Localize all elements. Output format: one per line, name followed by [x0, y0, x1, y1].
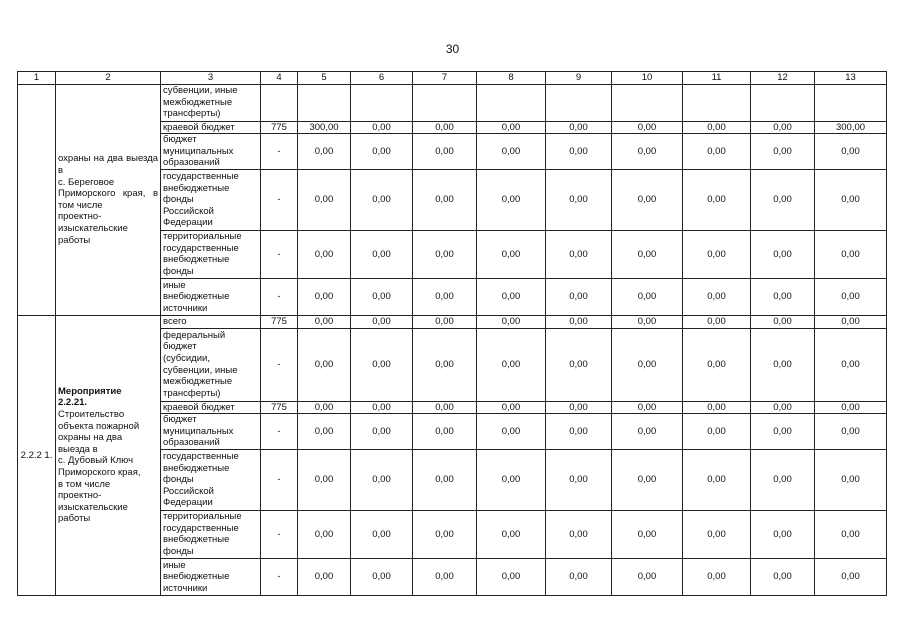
value-cell: 0,00	[413, 278, 477, 315]
text-line: Российской	[163, 485, 214, 497]
value-cell: 0,00	[477, 510, 546, 558]
measure-description-cell	[56, 84, 161, 315]
value-cell: 0,00	[351, 449, 413, 510]
text-line: иные	[163, 559, 186, 571]
value-cell	[751, 84, 815, 121]
value-cell: 0,00	[477, 169, 546, 230]
column-header-10: 10	[612, 72, 683, 85]
text-line: изыскательские	[58, 501, 128, 513]
text-line: источники	[163, 302, 208, 314]
text-line: бюджет	[163, 414, 197, 426]
funding-source-cell	[161, 134, 261, 170]
value-cell	[612, 84, 683, 121]
text-line: охраны на два выезда в	[58, 153, 158, 176]
text-line: государственные	[163, 170, 239, 182]
value-cell: 0,00	[612, 449, 683, 510]
column-header-1: 1	[18, 72, 56, 85]
column-header-7: 7	[413, 72, 477, 85]
value-cell: 0,00	[683, 230, 751, 278]
value-cell: 0,00	[298, 134, 351, 170]
value-cell: 0,00	[612, 328, 683, 401]
value-cell: 0,00	[477, 230, 546, 278]
value-cell: 0,00	[477, 328, 546, 401]
funding-source-cell	[161, 278, 261, 315]
value-cell: 0,00	[351, 401, 413, 414]
value-cell: 0,00	[298, 449, 351, 510]
funding-source-cell	[161, 558, 261, 595]
value-cell: 0,00	[612, 169, 683, 230]
value-cell: 0,00	[751, 278, 815, 315]
text-line: работы	[58, 513, 91, 525]
value-cell: 0,00	[477, 134, 546, 170]
text-line: государственные	[163, 242, 239, 254]
value-cell: 0,00	[546, 558, 612, 595]
value-cell: 0,00	[298, 278, 351, 315]
value-cell: 0,00	[683, 449, 751, 510]
value-cell: 0,00	[751, 328, 815, 401]
funding-source-cell	[161, 510, 261, 558]
value-cell: 0,00	[413, 328, 477, 401]
value-cell: 0,00	[612, 134, 683, 170]
text-line: с. Береговое	[58, 176, 115, 188]
budget-code-cell	[261, 84, 298, 121]
text-line: фонды	[163, 266, 194, 278]
budget-code-cell: -	[261, 414, 298, 450]
value-cell: 0,00	[683, 121, 751, 134]
value-cell: 0,00	[413, 449, 477, 510]
value-cell: 0,00	[683, 414, 751, 450]
value-cell: 0,00	[298, 315, 351, 328]
budget-code-cell: -	[261, 449, 298, 510]
budget-code-cell: -	[261, 510, 298, 558]
value-cell: 0,00	[546, 414, 612, 450]
value-cell: 0,00	[612, 414, 683, 450]
funding-source-cell	[161, 84, 261, 121]
value-cell	[413, 84, 477, 121]
text-line: субвенции, иные	[163, 364, 238, 376]
text-line: бюджет	[163, 134, 197, 146]
text-line: иные	[163, 279, 186, 291]
column-header-9: 9	[546, 72, 612, 85]
value-cell: 0,00	[751, 134, 815, 170]
value-cell: 0,00	[683, 169, 751, 230]
text-line: Строительство	[58, 409, 125, 421]
text-line: фонды	[163, 474, 194, 486]
text-line: краевой бюджет	[163, 121, 235, 133]
column-header-4: 4	[261, 72, 298, 85]
value-cell: 0,00	[413, 121, 477, 134]
value-cell: 0,00	[815, 510, 887, 558]
text-line: фонды	[163, 546, 194, 558]
value-cell: 0,00	[751, 558, 815, 595]
value-cell: 0,00	[815, 328, 887, 401]
value-cell: 0,00	[298, 328, 351, 401]
value-cell: 0,00	[815, 414, 887, 450]
value-cell: 0,00	[612, 278, 683, 315]
text-line: территориальные	[163, 231, 242, 243]
value-cell: 0,00	[298, 558, 351, 595]
value-cell: 0,00	[751, 414, 815, 450]
value-cell: 0,00	[815, 230, 887, 278]
text-line: Приморского края,	[58, 467, 141, 479]
value-cell: 0,00	[546, 401, 612, 414]
value-cell: 0,00	[477, 449, 546, 510]
value-cell: 0,00	[546, 230, 612, 278]
column-header-3: 3	[161, 72, 261, 85]
funding-source-cell	[161, 414, 261, 450]
text-line: внебюджетные	[163, 182, 230, 194]
text-line: внебюджетные	[163, 462, 230, 474]
text-line: внебюджетные	[163, 571, 230, 583]
budget-code-cell: -	[261, 169, 298, 230]
funding-source-cell	[161, 401, 261, 414]
text-line: Приморского края, в том числе	[58, 188, 158, 211]
value-cell	[815, 84, 887, 121]
value-cell: 0,00	[751, 449, 815, 510]
value-cell: 0,00	[751, 315, 815, 328]
value-cell: 0,00	[298, 230, 351, 278]
value-cell: 0,00	[815, 315, 887, 328]
value-cell: 0,00	[612, 121, 683, 134]
text-line: трансферты)	[163, 387, 221, 399]
text-line: работы	[58, 234, 91, 246]
text-line: государственные	[163, 450, 239, 462]
value-cell: 0,00	[413, 510, 477, 558]
value-cell	[546, 84, 612, 121]
value-cell: 0,00	[351, 230, 413, 278]
text-line: объекта пожарной	[58, 420, 140, 432]
value-cell	[351, 84, 413, 121]
page-number: 30	[445, 42, 460, 56]
value-cell: 0,00	[298, 510, 351, 558]
value-cell: 0,00	[751, 121, 815, 134]
value-cell: 0,00	[477, 414, 546, 450]
text-line: (субсидии,	[163, 352, 210, 364]
value-cell: 0,00	[546, 449, 612, 510]
funding-source-cell	[161, 230, 261, 278]
text-line: 2.2.21.	[58, 397, 88, 409]
value-cell: 0,00	[546, 278, 612, 315]
budget-code-cell: 775	[261, 401, 298, 414]
value-cell	[298, 84, 351, 121]
value-cell: 0,00	[351, 510, 413, 558]
text-line: Федерации	[163, 217, 213, 229]
value-cell: 0,00	[815, 558, 887, 595]
text-line: с. Дубовый Ключ	[58, 455, 134, 467]
text-line: трансферты)	[163, 108, 221, 120]
budget-code-cell: 775	[261, 121, 298, 134]
value-cell: 0,00	[612, 230, 683, 278]
column-header-11: 11	[683, 72, 751, 85]
value-cell: 0,00	[413, 169, 477, 230]
value-cell: 0,00	[351, 278, 413, 315]
value-cell: 0,00	[546, 315, 612, 328]
value-cell: 0,00	[477, 278, 546, 315]
value-cell: 0,00	[546, 328, 612, 401]
value-cell: 0,00	[413, 230, 477, 278]
text-line: всего	[163, 315, 187, 327]
value-cell: 0,00	[751, 230, 815, 278]
funding-source-cell	[161, 328, 261, 401]
column-header-6: 6	[351, 72, 413, 85]
value-cell: 0,00	[815, 169, 887, 230]
funding-source-cell	[161, 169, 261, 230]
budget-code-cell: -	[261, 558, 298, 595]
value-cell: 0,00	[351, 328, 413, 401]
value-cell: 0,00	[546, 169, 612, 230]
text-line: бюджет	[163, 341, 197, 353]
budget-code-cell: -	[261, 230, 298, 278]
value-cell: 0,00	[413, 558, 477, 595]
measure-description-cell	[56, 315, 161, 595]
budget-code-cell: -	[261, 278, 298, 315]
budget-code-cell: -	[261, 134, 298, 170]
text-line: федеральный	[163, 329, 226, 341]
text-line: охраны на два	[58, 432, 123, 444]
value-cell: 0,00	[612, 315, 683, 328]
text-line: краевой бюджет	[163, 401, 235, 413]
header-row	[18, 72, 887, 85]
value-cell: 0,00	[413, 315, 477, 328]
text-line: межбюджетные	[163, 96, 233, 108]
column-header-2: 2	[56, 72, 161, 85]
value-cell: 0,00	[751, 510, 815, 558]
value-cell: 0,00	[546, 134, 612, 170]
value-cell: 300,00	[298, 121, 351, 134]
value-cell: 0,00	[815, 278, 887, 315]
value-cell: 0,00	[477, 401, 546, 414]
value-cell: 0,00	[351, 134, 413, 170]
value-cell: 0,00	[612, 510, 683, 558]
value-cell: 0,00	[815, 134, 887, 170]
item-code-cell: 2.2.2 1.	[18, 315, 56, 595]
text-line: образований	[163, 437, 220, 449]
value-cell: 0,00	[546, 510, 612, 558]
value-cell: 0,00	[683, 510, 751, 558]
value-cell: 0,00	[298, 414, 351, 450]
column-header-8: 8	[477, 72, 546, 85]
text-line: в том числе	[58, 478, 111, 490]
value-cell: 0,00	[477, 121, 546, 134]
column-header-13: 13	[815, 72, 887, 85]
item-code-cell	[18, 84, 56, 315]
value-cell: 0,00	[683, 558, 751, 595]
value-cell: 0,00	[612, 401, 683, 414]
value-cell	[683, 84, 751, 121]
value-cell: 0,00	[413, 134, 477, 170]
text-line: государственные	[163, 522, 239, 534]
value-cell: 0,00	[351, 315, 413, 328]
text-line: проектно-	[58, 490, 102, 502]
value-cell: 0,00	[413, 414, 477, 450]
funding-source-cell	[161, 449, 261, 510]
budget-code-cell: -	[261, 328, 298, 401]
value-cell: 0,00	[612, 558, 683, 595]
table-row	[18, 84, 887, 121]
value-cell: 0,00	[351, 169, 413, 230]
funding-source-cell	[161, 315, 261, 328]
value-cell: 0,00	[683, 315, 751, 328]
value-cell: 0,00	[683, 134, 751, 170]
value-cell: 0,00	[683, 328, 751, 401]
text-line: Российской	[163, 205, 214, 217]
value-cell: 0,00	[815, 449, 887, 510]
text-line: проектно-	[58, 211, 102, 223]
value-cell: 0,00	[351, 121, 413, 134]
value-cell: 0,00	[815, 401, 887, 414]
text-line: Мероприятие	[58, 385, 122, 397]
text-line: внебюджетные	[163, 291, 230, 303]
table-row	[18, 315, 887, 328]
column-header-12: 12	[751, 72, 815, 85]
text-line: внебюджетные	[163, 534, 230, 546]
value-cell: 0,00	[546, 121, 612, 134]
text-line: межбюджетные	[163, 376, 233, 388]
text-line: изыскательские	[58, 222, 128, 234]
text-line: образований	[163, 157, 220, 169]
column-header-5: 5	[298, 72, 351, 85]
value-cell: 0,00	[477, 558, 546, 595]
value-cell: 0,00	[413, 401, 477, 414]
text-line: фонды	[163, 194, 194, 206]
value-cell: 0,00	[751, 169, 815, 230]
text-line: Федерации	[163, 497, 213, 509]
value-cell: 300,00	[815, 121, 887, 134]
value-cell: 0,00	[351, 414, 413, 450]
value-cell	[477, 84, 546, 121]
funding-source-cell	[161, 121, 261, 134]
value-cell: 0,00	[351, 558, 413, 595]
text-line: территориальные	[163, 511, 242, 523]
text-line: субвенции, иные	[163, 85, 238, 97]
value-cell: 0,00	[683, 401, 751, 414]
budget-code-cell: 775	[261, 315, 298, 328]
value-cell: 0,00	[751, 401, 815, 414]
value-cell: 0,00	[298, 401, 351, 414]
value-cell: 0,00	[298, 169, 351, 230]
text-line: внебюджетные	[163, 254, 230, 266]
value-cell: 0,00	[477, 315, 546, 328]
text-line: муниципальных	[163, 425, 234, 437]
text-line: выезда в	[58, 443, 98, 455]
text-line: источники	[163, 582, 208, 594]
text-line: муниципальных	[163, 145, 234, 157]
budget-table	[17, 71, 887, 596]
value-cell: 0,00	[683, 278, 751, 315]
